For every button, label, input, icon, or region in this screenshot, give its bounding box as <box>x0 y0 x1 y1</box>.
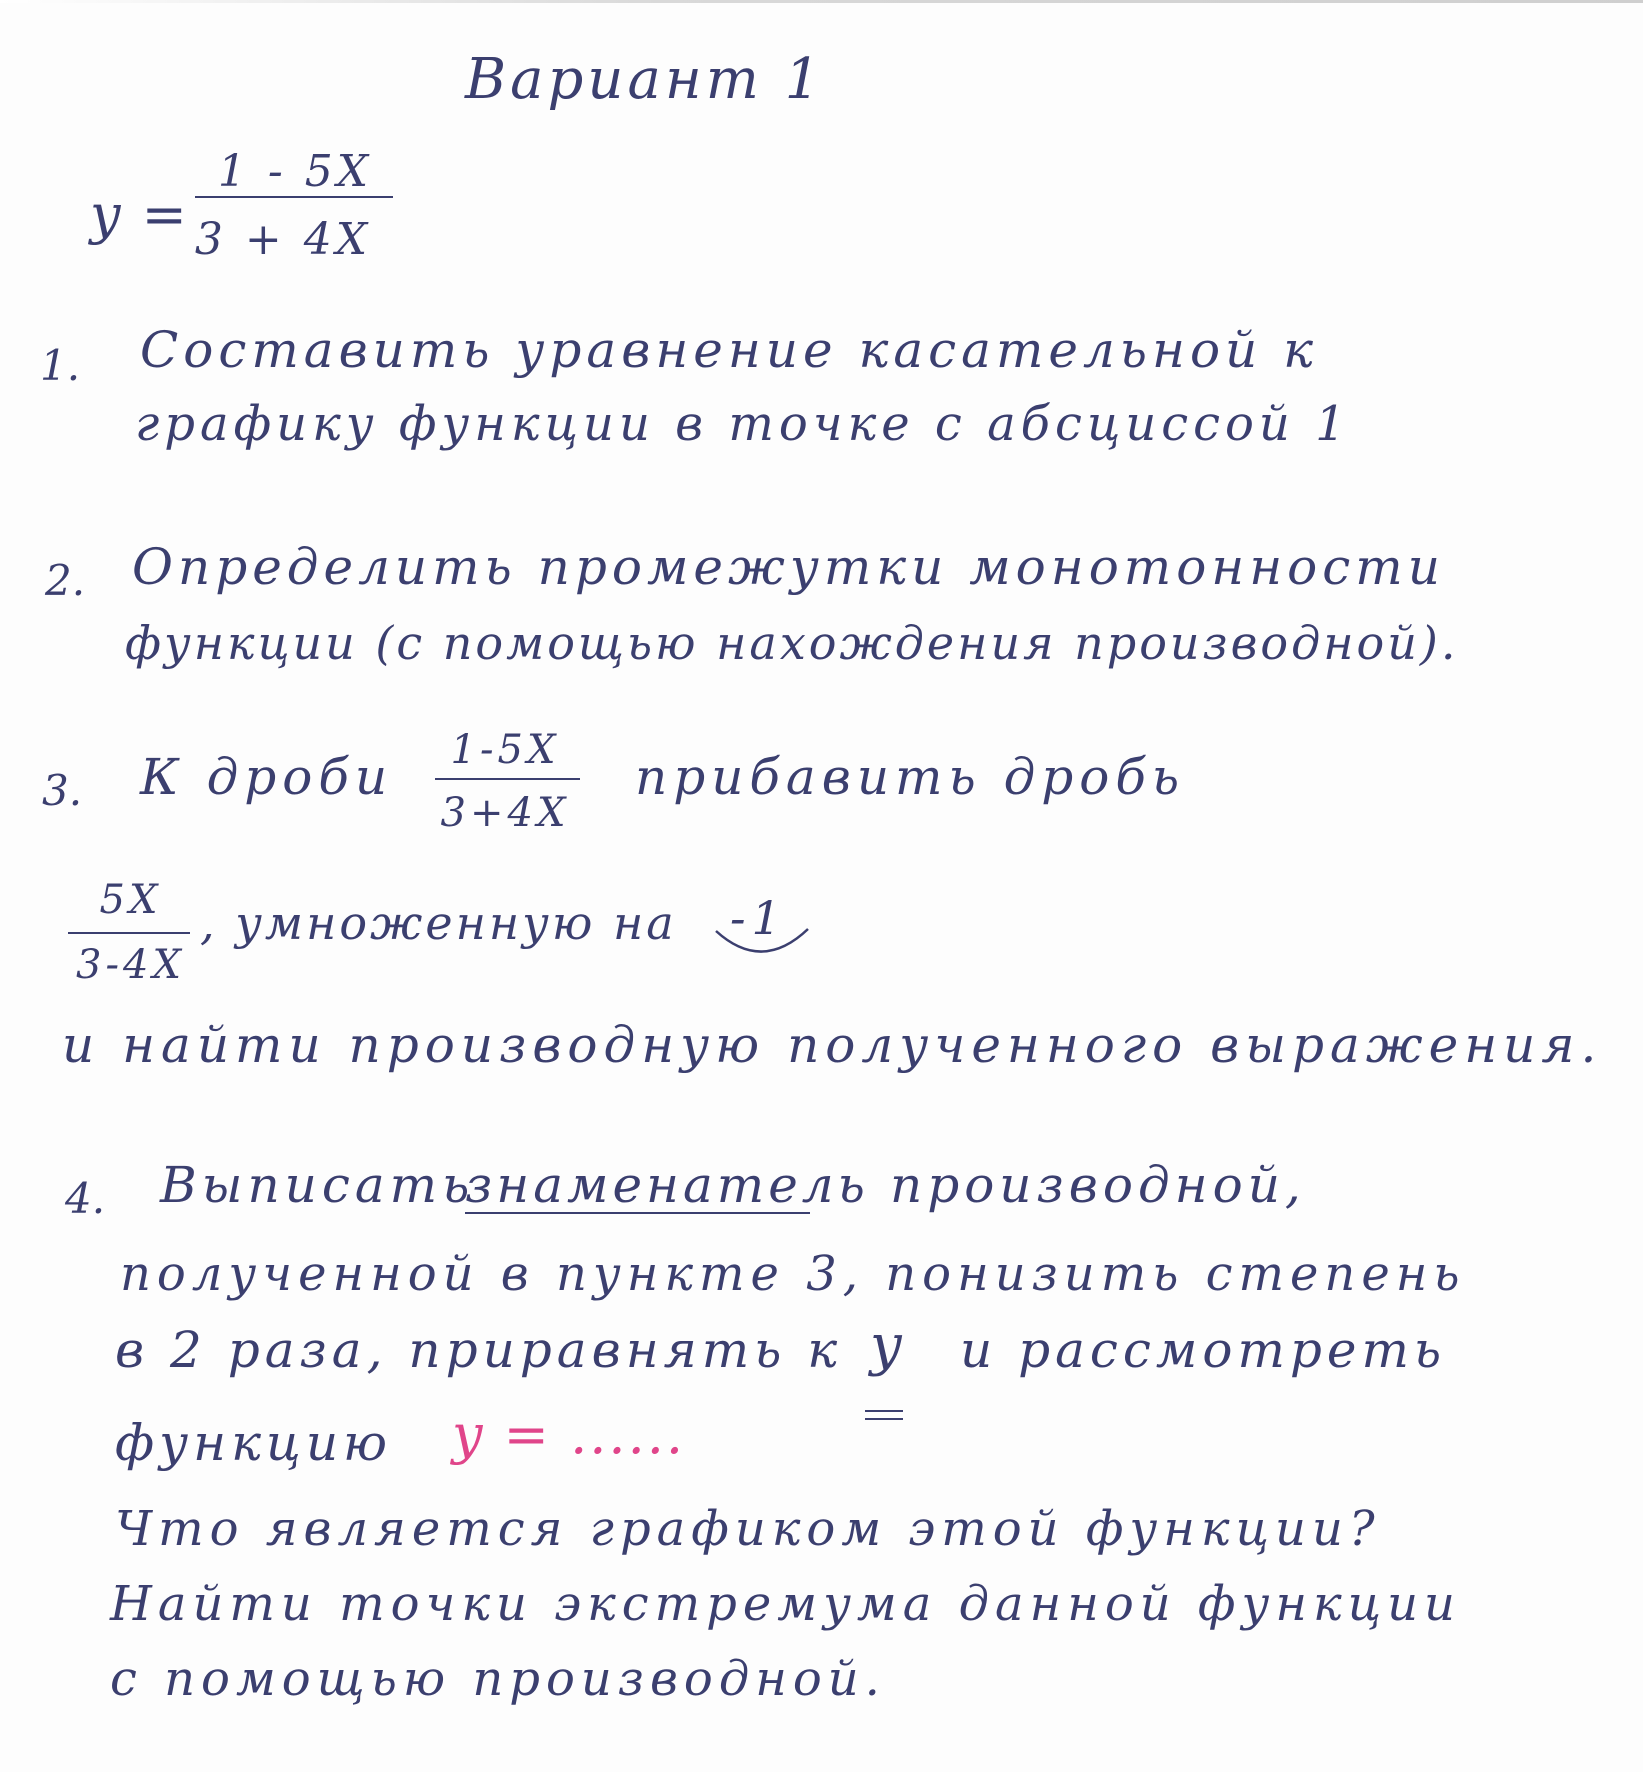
task-4-underline <box>465 1212 810 1214</box>
task-4-line-4-before: функцию <box>115 1414 393 1472</box>
task-3-line-3: и найти производную полученного выражения. <box>62 1016 1603 1074</box>
variant-title: Вариант 1 <box>465 47 825 112</box>
task-3-fraction-1-numerator: 1-5X <box>450 727 560 773</box>
task-4-number: 4. <box>65 1174 106 1223</box>
function-denominator: 3 + 4X <box>194 214 372 265</box>
task-4-line-3-after: и рассмотреть <box>960 1321 1447 1379</box>
task-4-y-double-underline-bottom <box>865 1418 903 1420</box>
task-2-line-2: функции (с помощью нахождения производной). <box>125 616 1459 670</box>
function-lhs: y = <box>90 183 189 246</box>
task-4-underlined-word: знаменатель <box>465 1156 869 1214</box>
task-3-fraction-2-bar <box>68 932 190 934</box>
task-1-number: 1. <box>40 341 81 390</box>
task-3-fraction-2-denominator: 3-4X <box>76 942 185 988</box>
task-3-fraction-1-bar <box>435 778 580 780</box>
task-3-fraction-1-denominator: 3+4X <box>440 790 570 836</box>
task-4-variable-y: y <box>870 1313 904 1378</box>
task-4-line-6: Найти точки экстремума данной функции <box>110 1576 1461 1632</box>
task-3-multiplier: -1 <box>730 891 787 945</box>
task-4-y-double-underline-top <box>865 1410 903 1412</box>
task-3-multiplier-arc <box>712 925 812 965</box>
task-4-line-7: с помощью производной. <box>110 1651 886 1707</box>
task-2-number: 2. <box>45 556 86 605</box>
task-3-number: 3. <box>42 766 83 815</box>
task-4-before: Выписать <box>160 1156 475 1214</box>
page-top-edge <box>0 0 1643 3</box>
task-3-before: К дроби <box>140 748 394 806</box>
task-4-line-3-before: в 2 раза, приравнять к <box>115 1321 843 1379</box>
task-4-pink-equation: y = ...... <box>452 1403 686 1466</box>
task-4-after: производной, <box>890 1156 1306 1214</box>
function-numerator: 1 - 5X <box>217 146 373 197</box>
task-4-line-2: полученной в пункте 3, понизить степень <box>120 1246 1466 1302</box>
function-fraction-bar <box>195 196 393 198</box>
task-1-line-2: графику функции в точке с абсциссой 1 <box>135 396 1351 452</box>
task-2-line-1: Определить промежутки монотонности <box>132 538 1445 596</box>
task-3-multiplied-text: , умноженную на <box>200 896 677 950</box>
task-4-line-5: Что является графиком этой функции? <box>115 1501 1381 1557</box>
task-1-line-1: Составить уравнение касательной к <box>140 321 1319 379</box>
task-3-fraction-2-numerator: 5X <box>99 877 162 923</box>
task-3-after: прибавить дробь <box>635 748 1186 806</box>
